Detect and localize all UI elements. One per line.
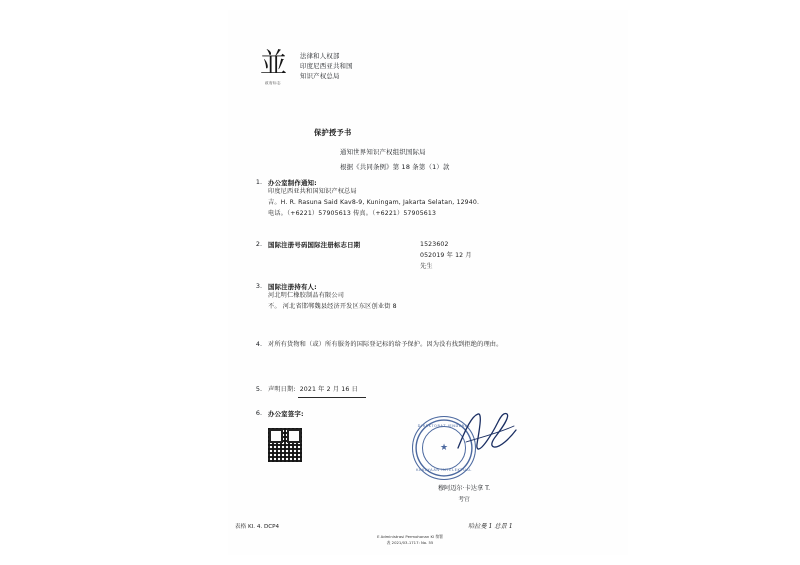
section-office [248, 178, 620, 220]
section-number-1: 1. [255, 178, 262, 186]
office-contact: 电话。（+6221）57905613 传真。（+6221）57905613 [268, 209, 437, 217]
title-subline-2: 根据《共同条例》第 18 条第（1）款 [340, 163, 450, 171]
qr-code-icon[interactable] [268, 428, 302, 462]
document-header [256, 50, 353, 86]
holder-address: 不。 河北省邯郸魏县经济开发区东区创业街 8 [268, 302, 397, 310]
logo-glyph: 並 [260, 48, 286, 79]
section-heading-1: 办公室制作通知: [268, 179, 317, 187]
footer-note-line-1: E Administrasi Permohonan KI 黎署 [377, 534, 443, 539]
footer-note-line-2: 表 2021/03-1717: No. 55 [386, 540, 434, 546]
signer-role: 考官 [458, 497, 470, 503]
section-heading-2: 国际注册号码国际注册标志日期 [268, 241, 361, 249]
title-block [314, 128, 614, 171]
declaration-date-label: 声明日期: [268, 386, 296, 393]
office-name: 印度尼西亚共和国知识产权总局 [268, 188, 357, 195]
section-protection-statement [248, 340, 620, 351]
org-line-2: 印度尼西亚共和国 [300, 61, 353, 70]
protection-statement: 对所有货物和（或）所有服务的国际登记标的给予保护。因为没有找到拒绝的理由。 [268, 341, 503, 348]
logo-caption: 政府标志 [265, 81, 281, 85]
section-number-5: 5. [255, 385, 262, 393]
organization-lines [300, 50, 353, 82]
signer-name: 穆阿迈尔·卡达拿 T. [437, 485, 491, 492]
section-number-2: 2. [255, 240, 262, 248]
org-line-3: 知识产权总局 [300, 71, 340, 80]
section-number-4: 4. [255, 340, 262, 348]
footer-form-code: 表格 KI. 4. DCP4 [235, 524, 280, 530]
ministry-logo [256, 50, 290, 86]
section-declaration-date [248, 385, 620, 398]
seal-top-text: DIREKTORAT JENDERAL [417, 424, 471, 428]
registration-date: 052019 年 12 月 [420, 251, 472, 259]
seal-bottom-text: KEKAYAAN INTELEKTUAL [416, 468, 472, 472]
section-number-3: 3. [255, 282, 262, 290]
footer-page-number: 哈拉曼 1 总景 1 [468, 523, 513, 530]
section-registration [248, 240, 620, 273]
section-heading-3: 国际注册持有人: [268, 283, 317, 291]
section-number-6: 6. [255, 409, 262, 417]
footer-system-note [320, 534, 500, 547]
holder-name: 河北明仁橡胶制品有限公司 [268, 292, 345, 299]
title-subline-1: 通知世界知识产权组织国际局 [340, 148, 426, 156]
page-title: 保护授予书 [314, 128, 352, 137]
seal-center-glyph: ★ [422, 426, 466, 470]
registration-number: 1523602 [420, 241, 449, 248]
declaration-date-value[interactable]: 2021 年 2 月 16 日 [298, 385, 366, 398]
section-heading-6: 办公室签字: [268, 410, 304, 418]
official-seal [412, 416, 476, 480]
office-address: 吉。H. R. Rasuna Said Kav8-9, Kuningam, Jakarta Selatan, 12940. [268, 198, 480, 206]
org-line-1: 法律和人权部 [300, 52, 340, 60]
section-holder [248, 282, 620, 313]
registration-extra: 先生 [420, 262, 433, 270]
